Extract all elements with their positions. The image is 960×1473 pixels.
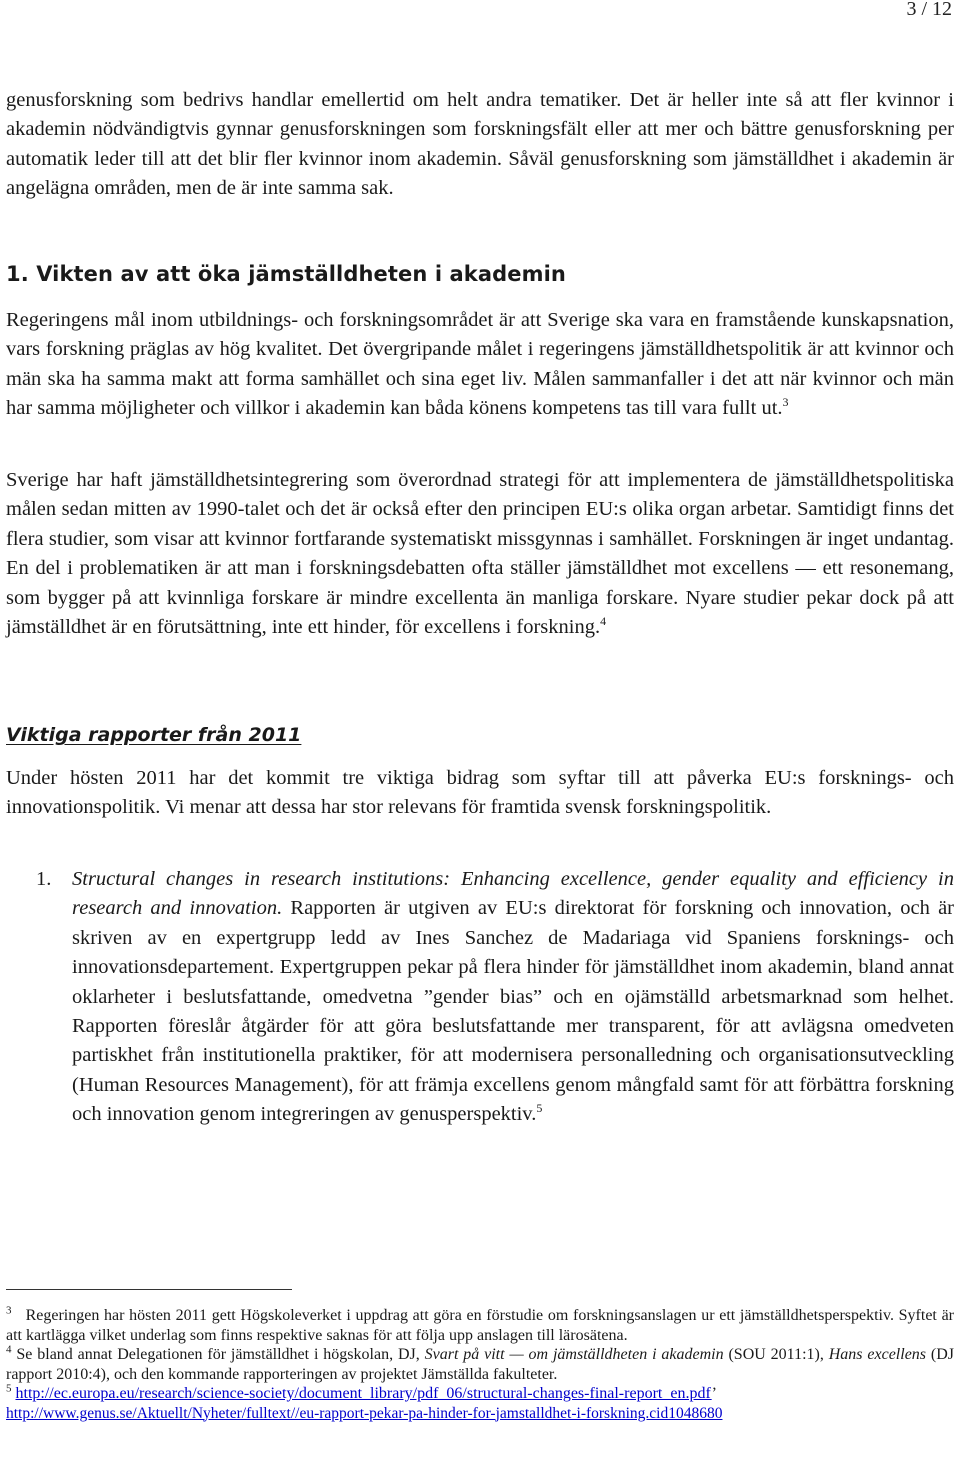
- footnote-4-text-middle: (SOU 2011:1),: [723, 1346, 829, 1363]
- section1-paragraph-2-text: Sverige har haft jämställdhetsintegrering som överordnad strategi för att implementera de jämställdhetspolitiska målen sedan mitten av 1990-talet och det är också efter den principen EU:s olika organ arbetar. Samtidigt finns det flera studier, som visar att kvinnor fortfarande systematiskt missgynnas i samhället. Forskningen är inget undantag. En del i problematiken är att man i forskningsdebatten ofta ställer jämställdhet mot excellens — ett resonemang, som bygger på att kvinnliga forskare är mindre excellenta än manliga forskare. Nyare studier pekar dock på att jämställdhet är en förutsättning, inte ett hinder, för excellens i forskning.: [6, 469, 954, 639]
- footnote-divider: [6, 1289, 292, 1290]
- footnote-ref-3[interactable]: 3: [782, 395, 789, 410]
- footnote-ref-5[interactable]: 5: [536, 1101, 543, 1116]
- footnote-4-title-1: Svart på vitt — om jämställdheten i akademin: [424, 1346, 724, 1363]
- intro-paragraph: genusforskning som bedrivs handlar emellertid om helt andra tematiker. Det är heller inte så att fler kvinnor i akademin nödvändigtvis gynnar genusforskningen som forskningsfält eller att mer och bättre genusforskning per automatik leder till att det blir fler kvinnor inom akademin. Såväl genusforskning som jämställdhet i akademin är angelägna områden, men de är inte samma sak.: [6, 89, 954, 200]
- report-title: Structural changes in research institutions: Enhancing excellence, gender equality and efficiency in research and innovation.: [72, 868, 954, 920]
- footnotes: [6, 1306, 954, 1423]
- footnote-4-title-2: Hans excellens: [828, 1346, 927, 1363]
- section1-paragraph-1: [6, 306, 954, 424]
- footnote-4: [6, 1345, 954, 1384]
- footnote-5-link-2[interactable]: http://www.genus.se/Aktuellt/Nyheter/fulltext//eu-rapport-pekar-pa-hinder-for-jamstalldhet-i-forskning.cid1048680: [6, 1404, 723, 1422]
- report-description: Rapporten är utgiven av EU:s direktorat för forskning och innovation, och är skriven av en expertgrupp ledd av Ines Sanchez de Madariaga vid Spaniens forsknings- och innovationsdepartement. Expertgruppen pekar på flera hinder för jämställdhet inom akademin, bland annat oklarheter i beslutsfattande, omedvetna ”gender bias” och en ojämställd arbetsmarknad som helhet. Rapporten föreslår åtgärder för att göra beslutsfattande mer transparent, för att avlägsna omedveten partiskhet från institutionella praktiker, för att modernisera personalledning och organisationsutveckling (Human Resources Management), för att främja excellens genom mångfald samt för att förbättra forskning och innovation genom integreringen av genusperspektiv.: [72, 897, 954, 1126]
- section-heading-2: Viktiga rapporter från 2011: [6, 724, 302, 746]
- list-item: [72, 865, 954, 1130]
- footnote-4-text-before: Se bland annat Delegationen för jämställdhet i högskolan, DJ,: [16, 1346, 425, 1363]
- footnote-3: [6, 1306, 954, 1345]
- footnote-3-text: Regeringen har hösten 2011 gett Högskoleverket i uppdrag att göra en förstudie om forskningsanslagen ur ett jämställdhetsperspektiv. Syftet är att kartlägga vilket underlag som finns respektive saknas för att följa upp anslagen till lärosätena.: [6, 1307, 955, 1344]
- footnote-5-link-1[interactable]: http://ec.europa.eu/research/science-society/document_library/pdf_06/structural-changes-final-report_en.pdf: [15, 1385, 712, 1402]
- footnote-5-link-1-suffix: ’: [711, 1385, 717, 1402]
- section1-paragraph-2: [6, 466, 954, 642]
- page-number: 3 / 12: [906, 0, 952, 20]
- footnote-ref-4[interactable]: 4: [600, 614, 607, 629]
- footnote-5: [6, 1384, 954, 1404]
- footnote-5-number: 5: [6, 1382, 12, 1395]
- footnote-5-line-2: [6, 1404, 954, 1424]
- section1-paragraph-1-text: Regeringens mål inom utbildnings- och forskningsområdet är att Sverige ska vara en framstående kunskapsnation, vars forskning präglas av hög kvalitet. Det övergripande målet i regeringens jämställdhetspolitik är att kvinnor och män ska ha samma makt att forma samhället och sina eget liv. Målen sammanfaller i det att när kvinnor och män har samma möjligheter och villkor i akademin kan båda könens kompetens tas till vara fullt ut.: [6, 309, 954, 420]
- section2-paragraph: Under hösten 2011 har det kommit tre viktiga bidrag som syftar till att påverka EU:s forsknings- och innovationspolitik. Vi menar att dessa har stor relevans för framtida svensk forskningspolitik.: [6, 767, 954, 819]
- section-heading-1: 1. Vikten av att öka jämställdheten i akademin: [6, 262, 566, 286]
- list-item-number: 1.: [36, 868, 52, 890]
- footnote-4-number: 4: [6, 1343, 12, 1356]
- footnote-4-text-after: (DJ rapport 2010:4), och den kommande rapporteringen av projektet Jämställda fakulteter.: [6, 1346, 954, 1383]
- footnote-3-number: 3: [6, 1304, 12, 1317]
